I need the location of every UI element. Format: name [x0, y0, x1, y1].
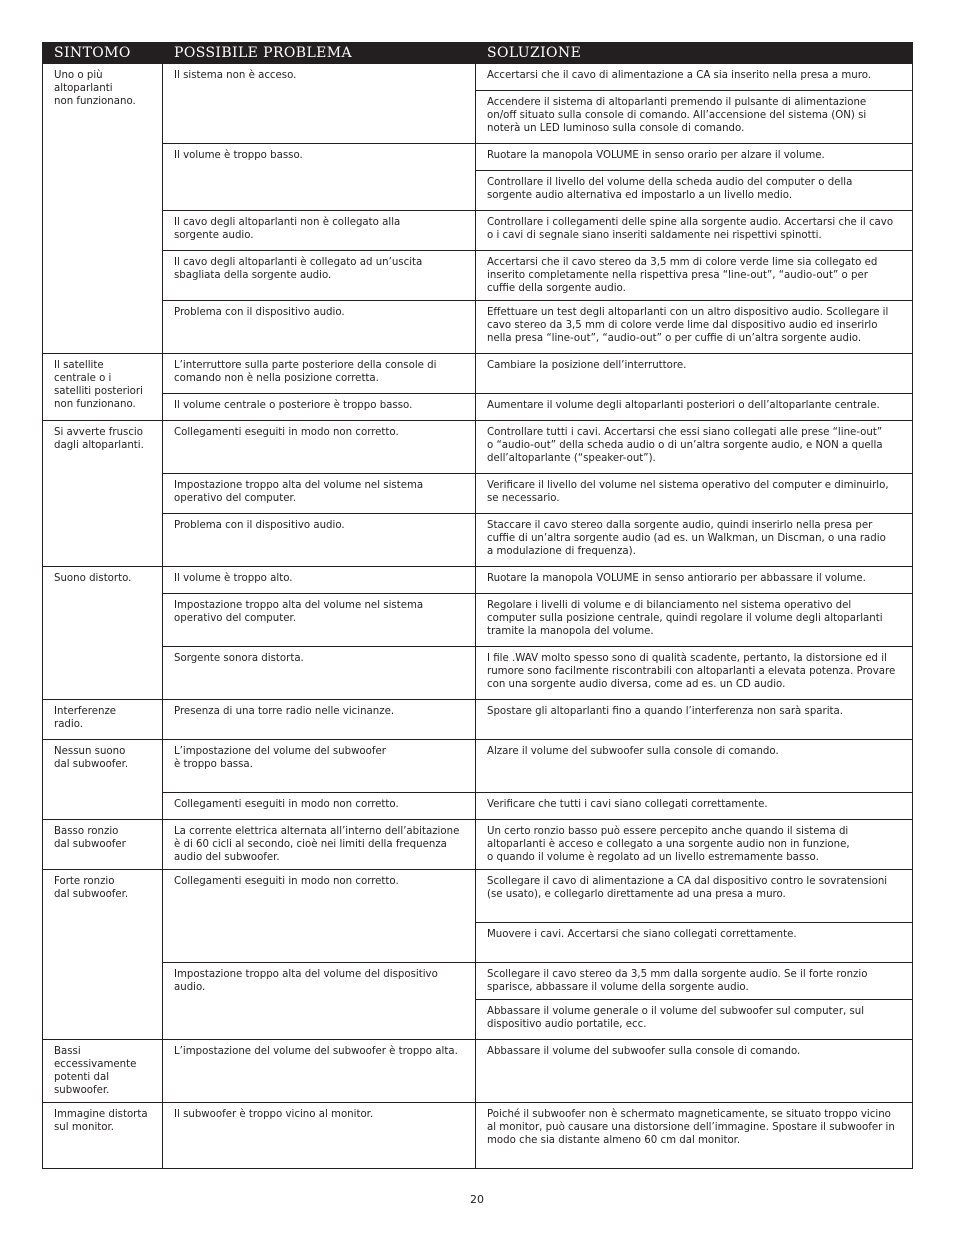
symptom-cell-text: Il satellite centrale o i satelliti posteriori non funzionano.	[54, 360, 143, 410]
problem-cell	[163, 740, 476, 793]
solution-cell-text: Scollegare il cavo di alimentazione a CA dal dispositivo contro le sovratensioni (se usato), e collegarlo direttamente ad una presa a muro.	[487, 876, 888, 900]
symptom-cell	[43, 64, 163, 354]
table-row	[43, 421, 913, 474]
problem-cell	[163, 474, 476, 514]
solution-cell-text: Poiché il subwoofer non è schermato magneticamente, se situato troppo vicino al monitor, può causare una distorsione dell’immagine. Spostare il subwoofer in modo che sia distante almeno 60 cm dal monitor.	[487, 1109, 895, 1146]
table-row	[43, 647, 913, 700]
solution-cell	[476, 1040, 913, 1103]
solution-cell-text: I file .WAV molto spesso sono di qualità scadente, pertanto, la distorsione ed il rumore sono facilmente riscontrabili con altoparlanti a elevata potenza. Provare con una sorgente audio diversa, come ad es. un CD audio.	[487, 653, 896, 690]
solution-cell	[476, 421, 913, 474]
problem-cell	[163, 647, 476, 700]
problem-cell	[163, 144, 476, 211]
solution-cell	[476, 1103, 913, 1169]
problem-cell-text: L’impostazione del volume del subwoofer è troppo bassa.	[174, 746, 386, 770]
problem-cell	[163, 394, 476, 421]
problem-cell	[163, 211, 476, 251]
page-number: 20	[470, 1193, 484, 1206]
table-row	[43, 1040, 913, 1103]
solution-cell	[476, 301, 913, 354]
solution-cell	[476, 700, 913, 740]
table-row	[43, 354, 913, 394]
problem-cell	[163, 514, 476, 567]
symptom-cell-text: Immagine distorta sul monitor.	[54, 1109, 148, 1133]
solution-cell-text: Alzare il volume del subwoofer sulla console di comando.	[487, 746, 779, 757]
symptom-cell	[43, 1103, 163, 1169]
symptom-cell-text: Uno o più altoparlanti non funzionano.	[54, 70, 136, 107]
solution-cell	[476, 91, 913, 144]
solution-cell-text: Cambiare la posizione dell’interruttore.	[487, 360, 687, 371]
symptom-cell	[43, 820, 163, 870]
symptom-cell	[43, 567, 163, 700]
solution-cell-text: Controllare tutti i cavi. Accertarsi che essi siano collegati alle prese “line-out” o “audio-out” della scheda audio o di un’altra sorgente audio, e NON a quella dell’altoparlante (“speaker-out”).	[487, 427, 883, 464]
problem-cell-text: Il cavo degli altoparlanti è collegato ad un’uscita sbagliata della sorgente audio.	[174, 257, 423, 281]
solution-cell	[476, 963, 913, 1000]
solution-cell-text: Abbassare il volume del subwoofer sulla console di comando.	[487, 1046, 801, 1057]
problem-cell-text: Collegamenti eseguiti in modo non corretto.	[174, 799, 399, 810]
problem-cell-text: L’impostazione del volume del subwoofer è troppo alta.	[174, 1046, 458, 1057]
problem-cell-text: Il subwoofer è troppo vicino al monitor.	[174, 1109, 374, 1120]
header-solution: SOLUZIONE	[476, 43, 913, 64]
solution-cell-text: Aumentare il volume degli altoparlanti posteriori o dell’altoparlante centrale.	[487, 400, 880, 411]
solution-cell	[476, 567, 913, 594]
solution-cell-text: Effettuare un test degli altoparlanti con un altro dispositivo audio. Scollegare il cavo stereo da 3,5 mm di colore verde lime dal dispositivo audio ed inserirlo nella presa “line-out”, “audio-out” o per cuffie di un’altra sorgente audio.	[487, 307, 889, 344]
solution-cell	[476, 647, 913, 700]
table-row	[43, 301, 913, 354]
problem-cell-text: Collegamenti eseguiti in modo non corretto.	[174, 876, 399, 887]
symptom-cell	[43, 870, 163, 1040]
problem-cell	[163, 354, 476, 394]
table-row	[43, 211, 913, 251]
table-row	[43, 567, 913, 594]
solution-cell	[476, 870, 913, 923]
symptom-cell	[43, 700, 163, 740]
symptom-cell	[43, 421, 163, 567]
solution-cell-text: Verificare il livello del volume nel sistema operativo del computer e diminuirlo, se necessario.	[487, 480, 889, 504]
solution-cell-text: Accendere il sistema di altoparlanti premendo il pulsante di alimentazione on/off situato sulla console di comando. All’accensione del sistema (ON) si noterà un LED luminoso sulla console di comando.	[487, 97, 867, 134]
symptom-cell	[43, 740, 163, 820]
solution-cell	[476, 594, 913, 647]
problem-cell	[163, 64, 476, 144]
solution-cell-text: Accertarsi che il cavo stereo da 3,5 mm di colore verde lime sia collegato ed inserito completamente nella rispettiva presa “line-out”, “audio-out” o per cuffie della sorgente audio.	[487, 257, 878, 294]
symptom-cell	[43, 354, 163, 421]
table-row	[43, 1103, 913, 1169]
symptom-cell-text: Forte ronzio dal subwoofer.	[54, 876, 129, 900]
symptom-cell-text: Basso ronzio dal subwoofer	[54, 826, 126, 850]
symptom-cell-text: Suono distorto.	[54, 573, 132, 584]
solution-cell-text: Verificare che tutti i cavi siano collegati correttamente.	[487, 799, 768, 810]
problem-cell-text: Il volume centrale o posteriore è troppo basso.	[174, 400, 413, 411]
solution-cell	[476, 474, 913, 514]
problem-cell	[163, 1040, 476, 1103]
header-symptom: SINTOMO	[43, 43, 163, 64]
solution-cell	[476, 64, 913, 91]
table-row	[43, 144, 913, 171]
table-row	[43, 394, 913, 421]
table-row	[43, 251, 913, 301]
problem-cell	[163, 251, 476, 301]
problem-cell	[163, 1103, 476, 1169]
problem-cell	[163, 594, 476, 647]
problem-cell-text: Problema con il dispositivo audio.	[174, 307, 345, 318]
solution-cell	[476, 144, 913, 171]
symptom-cell-text: Si avverte fruscio dagli altoparlanti.	[54, 427, 144, 451]
problem-cell-text: Presenza di una torre radio nelle vicinanze.	[174, 706, 395, 717]
symptom-cell-text: Bassi eccessivamente potenti dal subwoofer.	[54, 1046, 137, 1096]
problem-cell	[163, 793, 476, 820]
table-row	[43, 594, 913, 647]
solution-cell	[476, 394, 913, 421]
problem-cell-text: La corrente elettrica alternata all’interno dell’abitazione è di 60 cicli al secondo, cioè nei limiti della frequenza audio del subwoofer.	[174, 826, 460, 863]
solution-cell-text: Spostare gli altoparlanti fino a quando l’interferenza non sarà sparita.	[487, 706, 844, 717]
problem-cell-text: Il volume è troppo alto.	[174, 573, 293, 584]
problem-cell	[163, 301, 476, 354]
solution-cell-text: Abbassare il volume generale o il volume del subwoofer sul computer, sul dispositivo audio portatile, ecc.	[487, 1006, 865, 1030]
solution-cell-text: Un certo ronzio basso può essere percepito anche quando il sistema di altoparlanti è acceso e collegato a una sorgente audio non in funzione, o quando il volume è regolato ad un livello estremamente basso.	[487, 826, 850, 863]
problem-cell-text: Il sistema non è acceso.	[174, 70, 297, 81]
header-problem: POSSIBILE PROBLEMA	[163, 43, 476, 64]
symptom-cell	[43, 1040, 163, 1103]
solution-cell	[476, 211, 913, 251]
table-row	[43, 64, 913, 91]
problem-cell-text: Impostazione troppo alta del volume del dispositivo audio.	[174, 969, 438, 993]
table-body	[43, 64, 913, 1169]
problem-cell-text: Il cavo degli altoparlanti non è collegato alla sorgente audio.	[174, 217, 401, 241]
solution-cell-text: Controllare i collegamenti delle spine alla sorgente audio. Accertarsi che il cavo o i cavi di segnale siano inseriti saldamente nei rispettivi spinotti.	[487, 217, 894, 241]
solution-cell-text: Ruotare la manopola VOLUME in senso antiorario per abbassare il volume.	[487, 573, 866, 584]
problem-cell-text: Impostazione troppo alta del volume nel sistema operativo del computer.	[174, 600, 424, 624]
solution-cell	[476, 793, 913, 820]
table-row	[43, 740, 913, 793]
symptom-cell-text: Interferenze radio.	[54, 706, 117, 730]
problem-cell-text: Collegamenti eseguiti in modo non corretto.	[174, 427, 399, 438]
solution-cell	[476, 820, 913, 870]
table-row	[43, 474, 913, 514]
table-row	[43, 793, 913, 820]
symptom-cell-text: Nessun suono dal subwoofer.	[54, 746, 129, 770]
solution-cell-text: Controllare il livello del volume della scheda audio del computer o della sorgente audio alternativa ed impostarlo a un livello medio.	[487, 177, 853, 201]
problem-cell	[163, 567, 476, 594]
solution-cell-text: Staccare il cavo stereo dalla sorgente audio, quindi inserirlo nella presa per cuffie di un’altra sorgente audio (ad es. un Walkman, un Discman, o una radio a modulazione di frequenza).	[487, 520, 886, 557]
table-row	[43, 963, 913, 1000]
problem-cell	[163, 421, 476, 474]
table-row	[43, 514, 913, 567]
solution-cell	[476, 923, 913, 963]
solution-cell	[476, 251, 913, 301]
table-row	[43, 700, 913, 740]
solution-cell-text: Ruotare la manopola VOLUME in senso orario per alzare il volume.	[487, 150, 825, 161]
solution-cell-text: Scollegare il cavo stereo da 3,5 mm dalla sorgente audio. Se il forte ronzio sparisce, abbassare il volume della sorgente audio.	[487, 969, 868, 993]
table-header-row	[43, 43, 913, 64]
solution-cell-text: Muovere i cavi. Accertarsi che siano collegati correttamente.	[487, 929, 797, 940]
solution-cell-text: Accertarsi che il cavo di alimentazione a CA sia inserito nella presa a muro.	[487, 70, 871, 81]
table-row	[43, 870, 913, 923]
solution-cell	[476, 740, 913, 793]
problem-cell-text: L’interruttore sulla parte posteriore della console di comando non è nella posizione corretta.	[174, 360, 437, 384]
solution-cell-text: Regolare i livelli di volume e di bilanciamento nel sistema operativo del computer sulla posizione centrale, quindi regolare il volume degli altoparlanti tramite la manopola del volume.	[487, 600, 883, 637]
problem-cell-text: Problema con il dispositivo audio.	[174, 520, 345, 531]
solution-cell	[476, 1000, 913, 1040]
solution-cell	[476, 171, 913, 211]
troubleshooting-table	[42, 42, 913, 1169]
problem-cell-text: Sorgente sonora distorta.	[174, 653, 304, 664]
problem-cell	[163, 820, 476, 870]
problem-cell	[163, 870, 476, 963]
solution-cell	[476, 354, 913, 394]
problem-cell	[163, 963, 476, 1040]
solution-cell	[476, 514, 913, 567]
problem-cell-text: Impostazione troppo alta del volume nel sistema operativo del computer.	[174, 480, 424, 504]
problem-cell	[163, 700, 476, 740]
table-row	[43, 820, 913, 870]
problem-cell-text: Il volume è troppo basso.	[174, 150, 303, 161]
